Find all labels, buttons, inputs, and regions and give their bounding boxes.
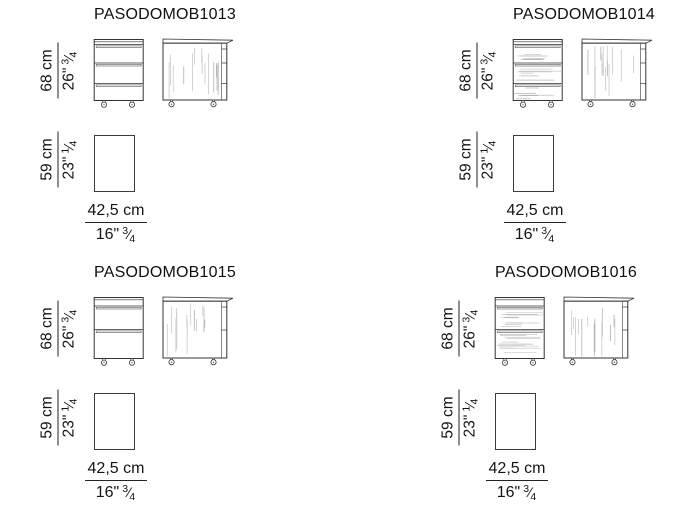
product-code: PASODOMOB1016	[495, 264, 637, 281]
top-view-outline	[94, 135, 135, 192]
front-view-drawing	[494, 296, 546, 366]
front-view-drawing	[93, 296, 145, 366]
depth-imperial: $23"^1⁄_4$	[460, 398, 481, 438]
height-imperial: $26"^3⁄_4$	[460, 309, 481, 349]
product-panel	[0, 258, 345, 516]
width-dimension-label	[66, 201, 166, 246]
height-dimension-label	[439, 301, 482, 357]
depth-dimension-label	[38, 390, 81, 446]
side-view-drawing	[579, 36, 655, 108]
depth-metric: 59 cm	[439, 390, 460, 446]
depth-metric: 59 cm	[457, 132, 478, 188]
width-dimension-label	[467, 459, 567, 504]
top-view-outline	[513, 135, 554, 192]
height-dimension-label	[38, 301, 81, 357]
top-view-outline	[495, 393, 536, 450]
product-code: PASODOMOB1013	[94, 6, 236, 23]
depth-metric: 59 cm	[38, 390, 59, 446]
depth-dimension-label	[457, 132, 500, 188]
height-imperial: $26"^3⁄_4$	[59, 51, 80, 91]
width-imperial: 16" $^3⁄_4$	[95, 225, 136, 245]
depth-metric: 59 cm	[38, 132, 59, 188]
width-imperial: 16" $^3⁄_4$	[496, 483, 537, 503]
product-panel	[0, 0, 345, 258]
height-metric: 68 cm	[439, 301, 460, 357]
depth-imperial: $23"^1⁄_4$	[478, 140, 499, 180]
depth-dimension-label	[439, 390, 482, 446]
height-imperial: $26"^3⁄_4$	[478, 51, 499, 91]
width-imperial: 16" $^3⁄_4$	[95, 483, 136, 503]
product-code: PASODOMOB1015	[94, 264, 236, 281]
product-code: PASODOMOB1014	[513, 6, 655, 23]
height-imperial: $26"^3⁄_4$	[59, 309, 80, 349]
front-view-drawing	[93, 38, 145, 108]
height-metric: 68 cm	[38, 43, 59, 99]
width-metric: 42,5 cm	[85, 201, 148, 223]
width-metric: 42,5 cm	[486, 459, 549, 481]
depth-dimension-label	[38, 132, 81, 188]
height-metric: 68 cm	[457, 43, 478, 99]
side-view-drawing	[160, 294, 236, 366]
top-view-outline	[94, 393, 135, 450]
width-dimension-label	[66, 459, 166, 504]
height-dimension-label	[38, 43, 81, 99]
height-dimension-label	[457, 43, 500, 99]
side-view-drawing	[160, 36, 236, 108]
width-metric: 42,5 cm	[85, 459, 148, 481]
height-metric: 68 cm	[38, 301, 59, 357]
side-view-drawing	[561, 294, 637, 366]
front-view-drawing	[512, 38, 564, 108]
product-panel	[401, 258, 689, 516]
width-metric: 42,5 cm	[504, 201, 567, 223]
product-panel	[419, 0, 689, 258]
depth-imperial: $23"^1⁄_4$	[59, 140, 80, 180]
depth-imperial: $23"^1⁄_4$	[59, 398, 80, 438]
width-imperial: 16" $^3⁄_4$	[514, 225, 555, 245]
width-dimension-label	[485, 201, 585, 246]
